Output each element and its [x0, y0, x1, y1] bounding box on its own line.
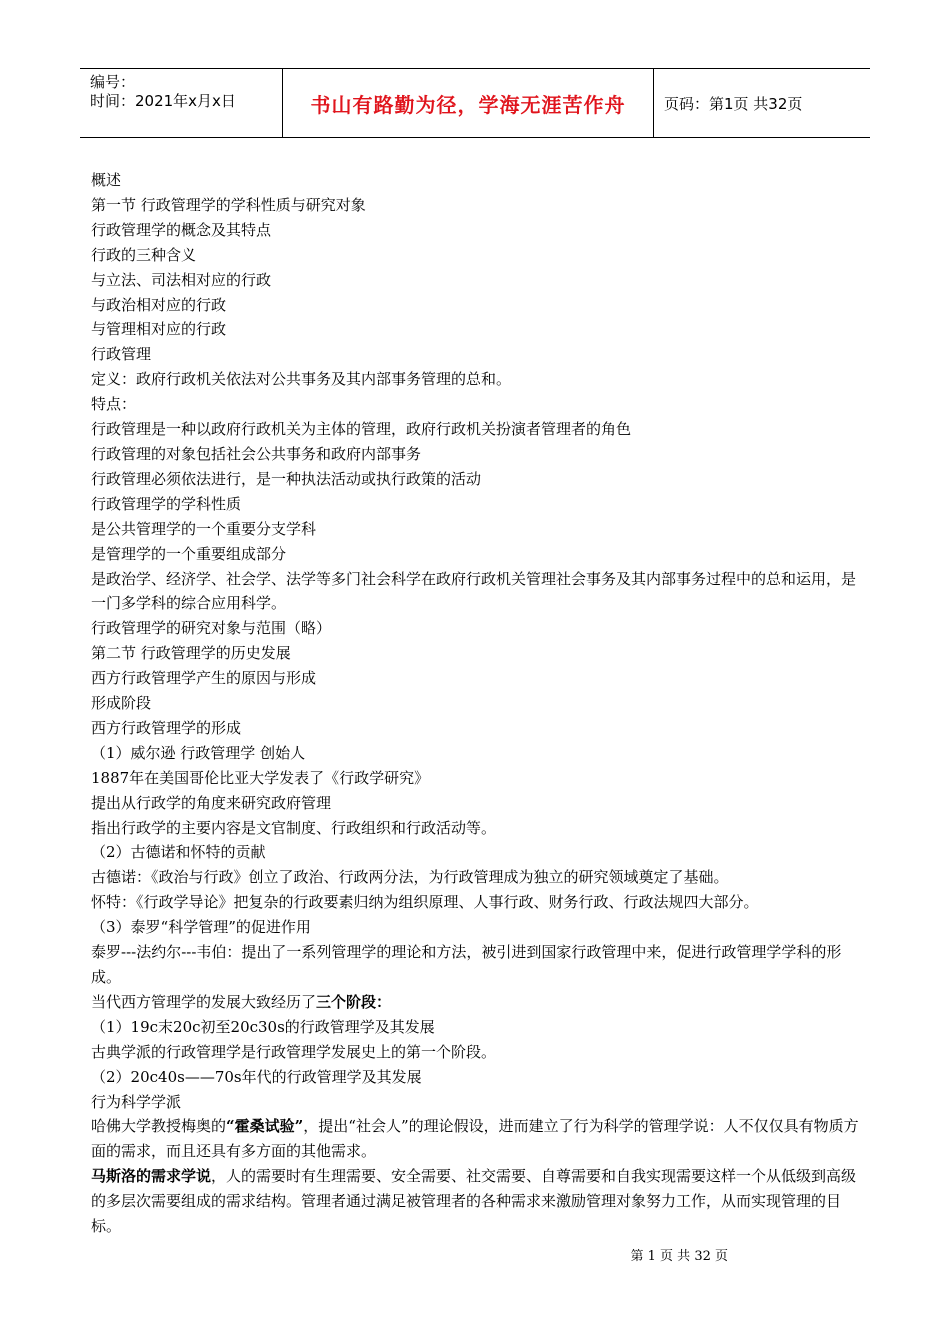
text-line: 行政管理	[91, 345, 152, 364]
text-line: 1887年在美国哥伦比亚大学发表了《行政学研究》	[91, 768, 430, 787]
text-line: 怀特：《行政学导论》把复杂的行政要素归纳为组织原理、人事行政、财务行政、行政法规四大部分。	[91, 893, 759, 912]
text-span: ，人的需要时有生理需要、安全需要、社交需要、自尊需要和自我实现需要这样一个从低级到高级的多层次需要组成的需求结构。管理者通过满足被管理者的各种需求来激励管理对象努力工作，从而实现管理的目标。	[91, 1167, 857, 1236]
text-line	[91, 990, 861, 1015]
text-paragraph: 是政治学、经济学、社会学、法学等多门社会科学在政府行政机关管理社会事务及其内部事务过程中的总和运用，是一门多学科的综合应用科学。	[91, 569, 857, 613]
text-line: 行政管理是一种以政府行政机关为主体的管理，政府行政机关扮演者管理者的角色	[91, 420, 632, 439]
text-line: 定义：政府行政机关依法对公共事务及其内部事务管理的总和。	[91, 370, 512, 389]
text-line: 概述	[91, 171, 122, 189]
text-line: 行政管理学的概念及其特点	[91, 220, 272, 239]
text-line: 与管理相对应的行政	[91, 320, 227, 339]
text-line: （2）古德诺和怀特的贡献	[91, 843, 266, 862]
text-span: 哈佛大学教授梅奥的	[91, 1117, 227, 1136]
text-line: 古德诺：《政治与行政》创立了政治、行政两分法，为行政管理成为独立的研究领域奠定了基础。	[91, 868, 729, 887]
text-line: 西方行政管理学的形成	[91, 718, 242, 737]
text-paragraph	[91, 1114, 861, 1164]
bold-text: “霍桑试验”	[226, 1117, 304, 1136]
bold-text: 三个阶段：	[316, 992, 392, 1011]
text-line: （3）泰罗“科学管理”的促进作用	[91, 918, 311, 937]
page-footer: 第 1 页 共 32 页	[630, 1249, 728, 1264]
text-line: 形成阶段	[91, 694, 152, 713]
text-line: 行政的三种含义	[91, 245, 197, 264]
text-line: （1）威尔逊 行政管理学 创始人	[91, 743, 306, 762]
header-page-label: 页码：第1页 共32页	[664, 94, 803, 113]
document-header	[80, 68, 870, 138]
section-heading: 第二节 行政管理学的历史发展	[91, 644, 291, 663]
section-heading: 第一节 行政管理学的学科性质与研究对象	[91, 195, 366, 214]
text-line: 行政管理学的研究对象与范围（略）	[91, 619, 332, 638]
text-line: 与立法、司法相对应的行政	[91, 270, 272, 289]
bold-text: 马斯洛的需求学说	[91, 1167, 212, 1186]
text-line: 指出行政学的主要内容是文官制度、行政组织和行政活动等。	[91, 818, 497, 837]
text-line: 行政管理必须依法进行，是一种执法活动或执行政策的活动	[91, 469, 482, 488]
time-label: 时间：2021年x月x日	[90, 92, 236, 110]
text-line: 西方行政管理学产生的原因与形成	[91, 669, 317, 688]
text-paragraph: 泰罗---法约尔---韦伯：提出了一系列管理学的理论和方法，被引进到国家行政管理中来，促进行政管理学学科的形成。	[91, 943, 842, 986]
text-line: （2）20c40s——70s年代的行政管理学及其发展	[91, 1067, 422, 1086]
text-line: 与政治相对应的行政	[91, 295, 227, 314]
text-paragraph	[91, 1164, 861, 1239]
text-span: ，提出“社会人”的理论假设，进而建立了行为科学的管理学说：人不仅仅具有物质方面的需求，而且还具有多方面的其他需求。	[91, 1117, 859, 1161]
text-line: 行为科学学派	[91, 1092, 182, 1111]
text-line: 古典学派的行政管理学是行政管理学发展史上的第一个阶段。	[91, 1042, 497, 1061]
text-line: 行政管理的对象包括社会公共事务和政府内部事务	[91, 444, 422, 463]
text-line: 提出从行政学的角度来研究政府管理	[91, 793, 332, 812]
header-meta	[80, 69, 282, 137]
text-line: 行政管理学的学科性质	[91, 494, 242, 513]
text-line: 是管理学的一个重要组成部分	[91, 544, 287, 563]
text-line: （1）19c末20c初至20c30s的行政管理学及其发展	[91, 1017, 435, 1036]
document-body	[91, 168, 861, 1239]
header-motto: 书山有路勤为径，学海无涯苦作舟	[282, 69, 654, 137]
code-label: 编号：	[90, 73, 136, 91]
text-span: 当代西方管理学的发展大致经历了	[91, 992, 317, 1011]
text-line: 特点：	[91, 395, 137, 414]
text-line: 是公共管理学的一个重要分支学科	[91, 519, 317, 538]
